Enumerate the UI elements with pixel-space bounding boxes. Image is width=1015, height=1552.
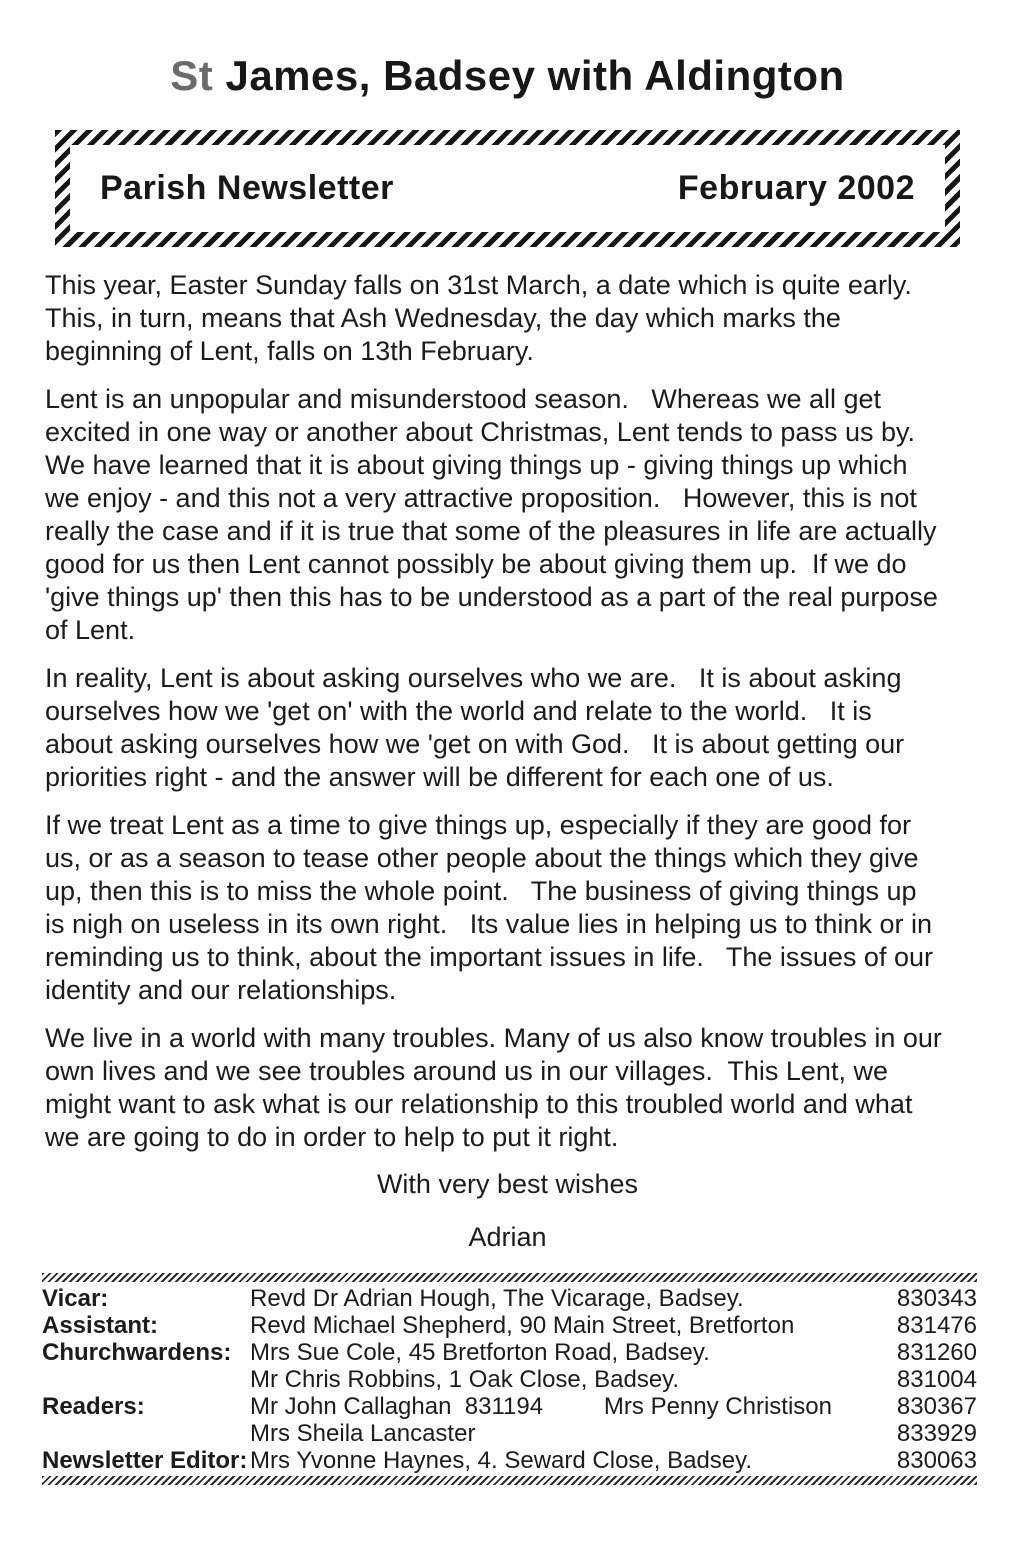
page-title-rest: James, Badsey with Aldington [213,52,845,99]
contact-phone: 833929 [896,1420,977,1447]
contacts-footer [42,1273,977,1485]
contact-phone: 831004 [896,1366,977,1393]
contact-detail: Revd Michael Shepherd, 90 Main Street, Bretforton [250,1312,795,1339]
closing-wishes: With very best wishes [376,1169,639,1199]
newsletter-banner-inner [70,145,945,232]
contact-detail-wrap [250,1447,887,1474]
contact-detail: Mrs Sue Cole, 45 Bretforton Road, Badsey. [250,1339,710,1366]
contact-row-churchwarden-1 [42,1339,977,1366]
contact-phone: 830343 [896,1285,977,1312]
contact-detail: Mr John Callaghan 831194 [250,1393,544,1420]
contact-list [42,1282,977,1476]
contact-detail-wrap [250,1420,887,1447]
contact-detail: Revd Dr Adrian Hough, The Vicarage, Badsey. [250,1285,744,1312]
contact-label: Newsletter Editor: [42,1447,248,1474]
page-title [0,52,1015,100]
contact-detail: Mrs Yvonne Haynes, 4. Seward Close, Badsey. [250,1447,753,1474]
footer-bottom-rule [42,1476,977,1485]
closing-block [0,1169,1015,1253]
paragraph-giving-things-up: If we treat Lent as a time to give things up, especially if they are good for us, or as a season to tease other people about the things which they give up, then this is to miss the whole point. The business of giving things up is nigh on useless in its own right. Its value lies in helping us to think or in reminding us to think, about the important issues in life. The issues of our identity and our relationships. [45,810,941,1005]
contact-label: Readers: [42,1393,145,1420]
contact-detail-wrap [250,1339,887,1366]
banner-newsletter-label: Parish Newsletter [100,169,394,207]
paragraph-world-troubles: We live in a world with many troubles. Many of us also know troubles in our own lives and we see troubles around us in our villages. This Lent, we might want to ask what is our relationship to this troubled world and what we are going to do in order to help to put it right. [45,1023,950,1152]
page-title-prefix: St [170,52,214,99]
contact-phone: 830063 [896,1447,977,1474]
contact-label: Churchwardens: [42,1339,232,1366]
contact-detail-2: Mrs Penny Christison [603,1393,832,1420]
contact-row-churchwarden-2 [42,1366,977,1393]
article-body [45,269,950,1154]
contact-detail-wrap [250,1285,887,1312]
contact-detail: Mr Chris Robbins, 1 Oak Close, Badsey. [250,1366,680,1393]
contact-row-newsletter-editor [42,1447,977,1474]
contact-phone: 831476 [896,1312,977,1339]
contact-label: Assistant: [42,1312,159,1339]
newsletter-page [0,52,1015,1552]
newsletter-banner [55,130,960,247]
paragraph-easter-date: This year, Easter Sunday falls on 31st March, a date which is quite early. This, in turn, means that Ash Wednesday, the day which marks the beginning of Lent, falls on 13th February. [45,270,927,366]
footer-top-rule [42,1273,977,1282]
contact-row-assistant [42,1312,977,1339]
paragraph-lent-misunderstood: Lent is an unpopular and misunderstood season. Whereas we all get excited in one way or another about Christmas, Lent tends to pass us by. We have learned that it is about giving things up - giving things up which we enjoy - and this not a very attractive proposition. However, this is not really the case and if it is true that some of the pleasures in life are actually good for us then Lent cannot possibly be about giving them up. If we do 'give things up' then this has to be understood as a part of the real purpose of Lent. [45,384,946,645]
banner-issue-date: February 2002 [677,169,915,207]
closing-signature: Adrian [468,1222,547,1252]
contact-row-readers-1 [42,1393,977,1420]
contact-detail-wrap [250,1393,887,1420]
contact-phone: 831260 [896,1339,977,1366]
contact-label: Vicar: [42,1285,109,1312]
contact-row-readers-2 [42,1420,977,1447]
contact-detail-wrap [250,1312,887,1339]
contact-phone: 830367 [896,1393,977,1420]
contact-detail-wrap [250,1366,887,1393]
paragraph-lent-asking: In reality, Lent is about asking ourselves who we are. It is about asking ourselves how we 'get on' with the world and relate to the world. It is about asking ourselves how we 'get on with God. It is about getting our priorities right - and the answer will be different for each one of us. [45,663,912,792]
contact-detail: Mrs Sheila Lancaster [250,1420,476,1447]
contact-row-vicar [42,1285,977,1312]
